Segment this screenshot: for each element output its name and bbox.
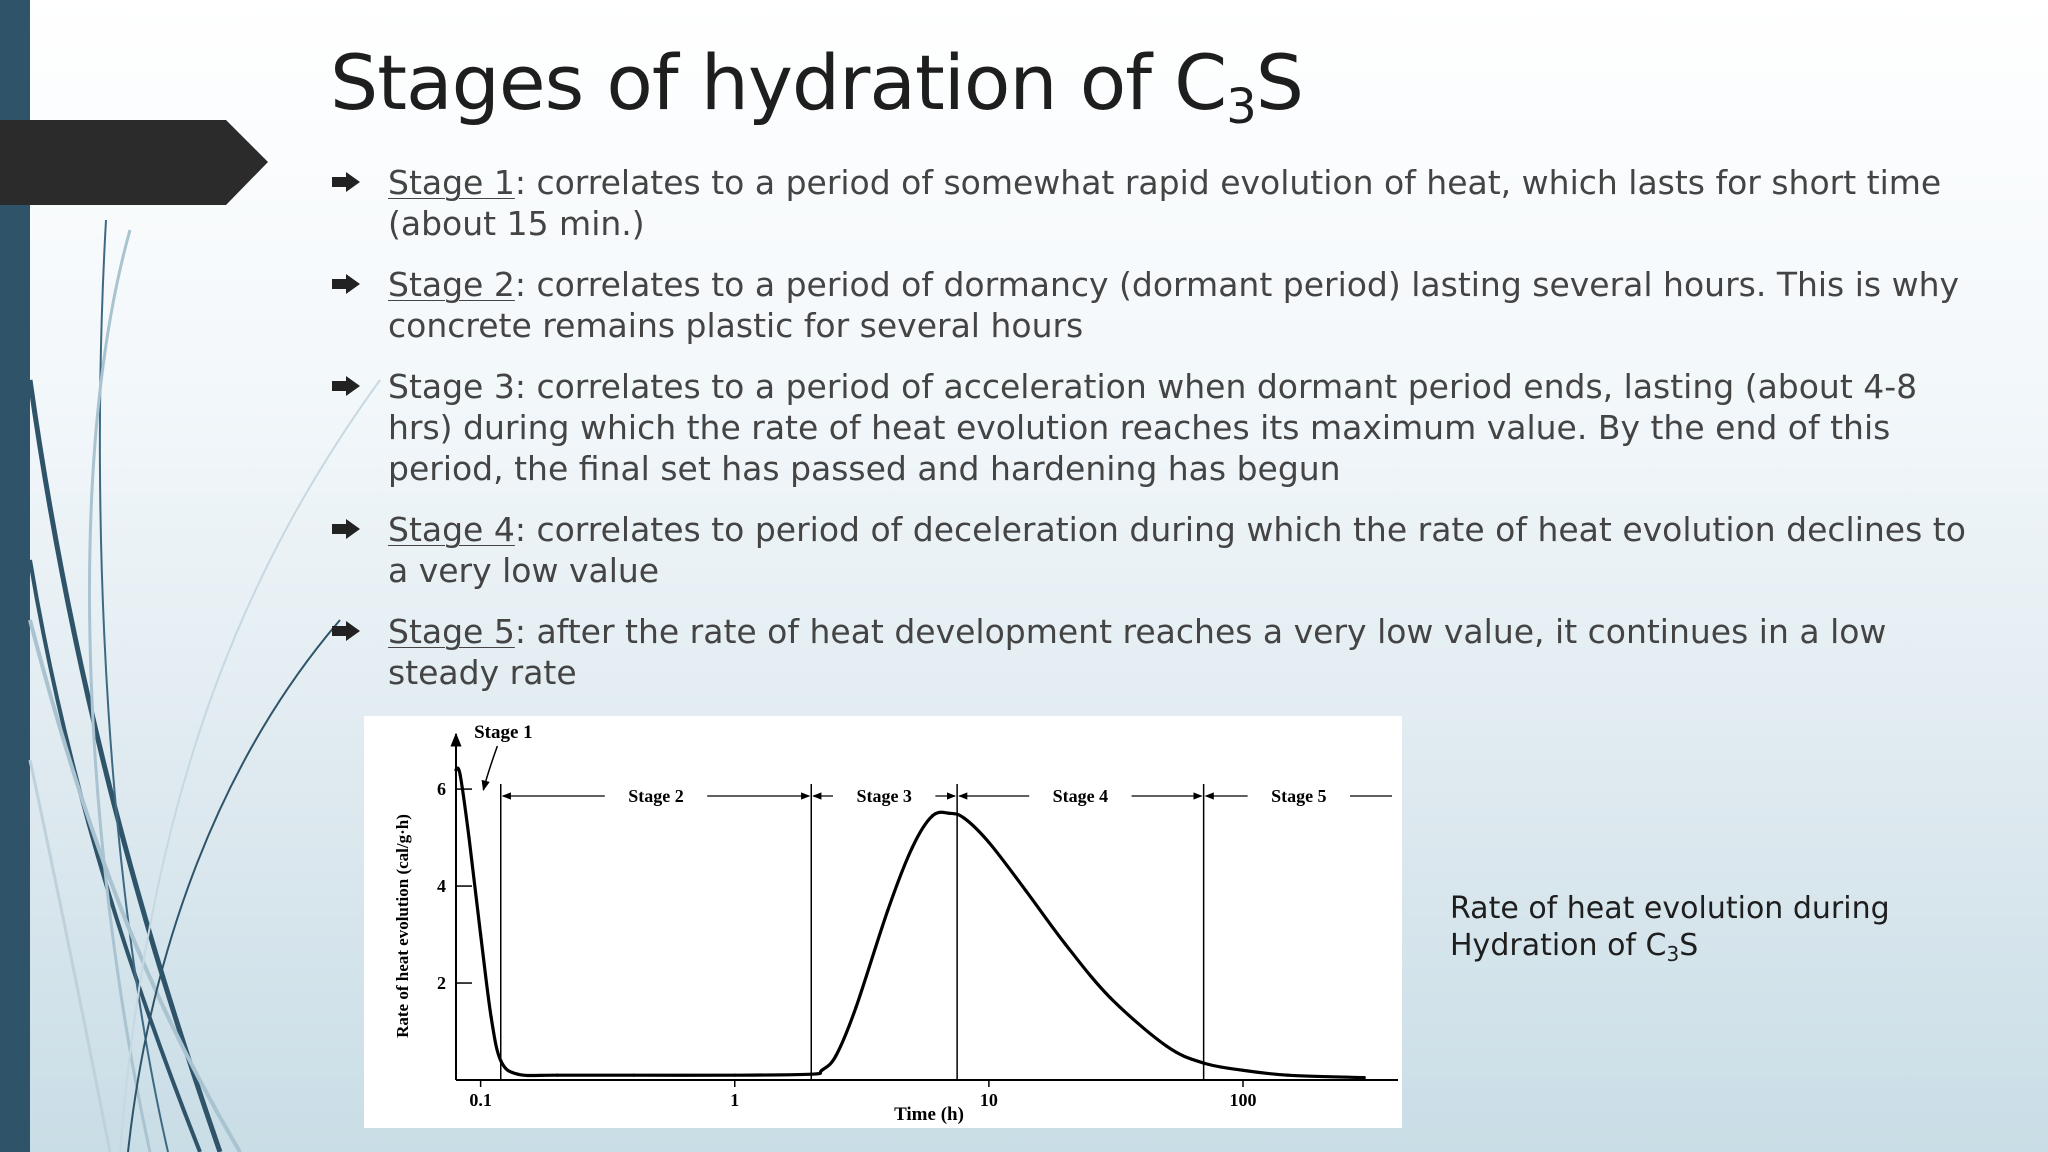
data-point — [948, 812, 951, 815]
y-tick-label: 4 — [437, 876, 446, 897]
y-tick-label: 6 — [437, 779, 446, 800]
data-point — [490, 1015, 493, 1018]
data-point — [1363, 1076, 1366, 1079]
data-point — [911, 846, 914, 849]
data-point — [1202, 1061, 1205, 1064]
stage-label: Stage 2 — [388, 265, 515, 304]
chart-canvas — [364, 716, 1402, 1128]
y-axis-label: Rate of heat evolution (cal/g·h) — [393, 814, 412, 1038]
bullet-stage-2 — [332, 264, 1972, 346]
x-tick-label: 100 — [1229, 1090, 1257, 1110]
data-point — [454, 768, 457, 771]
stage-label: Stage 5 — [1271, 786, 1327, 806]
stage-label: Stage 2 — [628, 786, 684, 806]
stage-label: Stage 4 — [1052, 786, 1109, 806]
stage-label: Stage 5 — [388, 612, 515, 651]
bullet-text: Stage 3: correlates to a period of acceleration when dormant period ends, lasting (about 4-8 hrs) during which the rate of heat evolution reaches its maximum value. By the end of this period, the final set has passed and hardening has begun — [388, 367, 1918, 488]
bullet-text: Stage 1: correlates to a period of somewhat rapid evolution of heat, which lasts for short time (about 15 min.) — [388, 163, 1942, 243]
y-tick-label: 2 — [437, 973, 446, 994]
x-tick-label: 10 — [979, 1090, 998, 1110]
data-point — [556, 1074, 559, 1077]
stage-label: Stage 3 — [856, 786, 912, 806]
data-point — [834, 1054, 837, 1057]
x-tick-label: 1 — [730, 1090, 740, 1110]
stage-label: Stage 1 — [388, 163, 515, 202]
x-tick-label: 0.1 — [469, 1090, 492, 1110]
bullet-text: Stage 4: correlates to period of deceleration during which the rate of heat evolution declines to a very low value — [388, 510, 1966, 590]
data-point — [1165, 1044, 1168, 1047]
data-point — [987, 841, 990, 844]
heat-evolution-chart — [364, 716, 1402, 1128]
data-point — [632, 1074, 635, 1077]
caption-line-1: Rate of heat evolution during — [1450, 891, 1890, 926]
data-point — [516, 1073, 519, 1076]
arrow-bullet-icon — [332, 519, 360, 539]
data-point — [854, 1006, 857, 1009]
data-point — [499, 1059, 502, 1062]
heat-evolution-curve — [456, 768, 1364, 1077]
bullet-text: Stage 5: after the rate of heat development reaches a very low value, it continues in a low steady rate — [388, 612, 1887, 692]
stage-label: Stage 1 — [474, 722, 533, 743]
data-point — [886, 909, 889, 912]
bullet-stage-5 — [332, 611, 1972, 693]
data-point — [820, 1069, 823, 1072]
data-point — [1286, 1074, 1289, 1077]
title-tab-arrow — [0, 120, 268, 205]
caption-line-2: Hydration of $C_3S$ — [1450, 928, 1699, 966]
arrow-bullet-icon — [332, 376, 360, 396]
data-point — [479, 933, 482, 936]
arrow-bullet-icon — [332, 621, 360, 641]
arrow-bullet-icon — [332, 172, 360, 192]
bullet-stage-1 — [332, 162, 1972, 244]
data-point — [963, 817, 966, 820]
slide-title: Stages of hydration of $C_3S$ — [330, 38, 1303, 135]
chart-caption — [1450, 890, 1890, 973]
x-axis-label: Time (h) — [894, 1104, 964, 1125]
stage-pointer-arrow — [483, 746, 497, 790]
bullet-text: Stage 2: correlates to a period of dormancy (dormant period) lasting several hours. This is why concrete remains plastic for several hours — [388, 265, 1960, 345]
data-point — [467, 836, 470, 839]
data-point — [810, 1073, 813, 1076]
stage-label: Stage 3 — [388, 367, 515, 406]
data-point — [1064, 943, 1067, 946]
data-point — [1241, 1069, 1244, 1072]
data-point — [1109, 996, 1112, 999]
arrow-bullet-icon — [332, 274, 360, 294]
data-point — [733, 1074, 736, 1077]
data-point — [931, 814, 934, 817]
bullet-stage-3 — [332, 366, 1972, 489]
bullet-stage-4 — [332, 509, 1972, 591]
stage-label: Stage 4 — [388, 510, 515, 549]
data-point — [1024, 889, 1027, 892]
data-point — [458, 773, 461, 776]
bullet-list — [332, 162, 1972, 713]
